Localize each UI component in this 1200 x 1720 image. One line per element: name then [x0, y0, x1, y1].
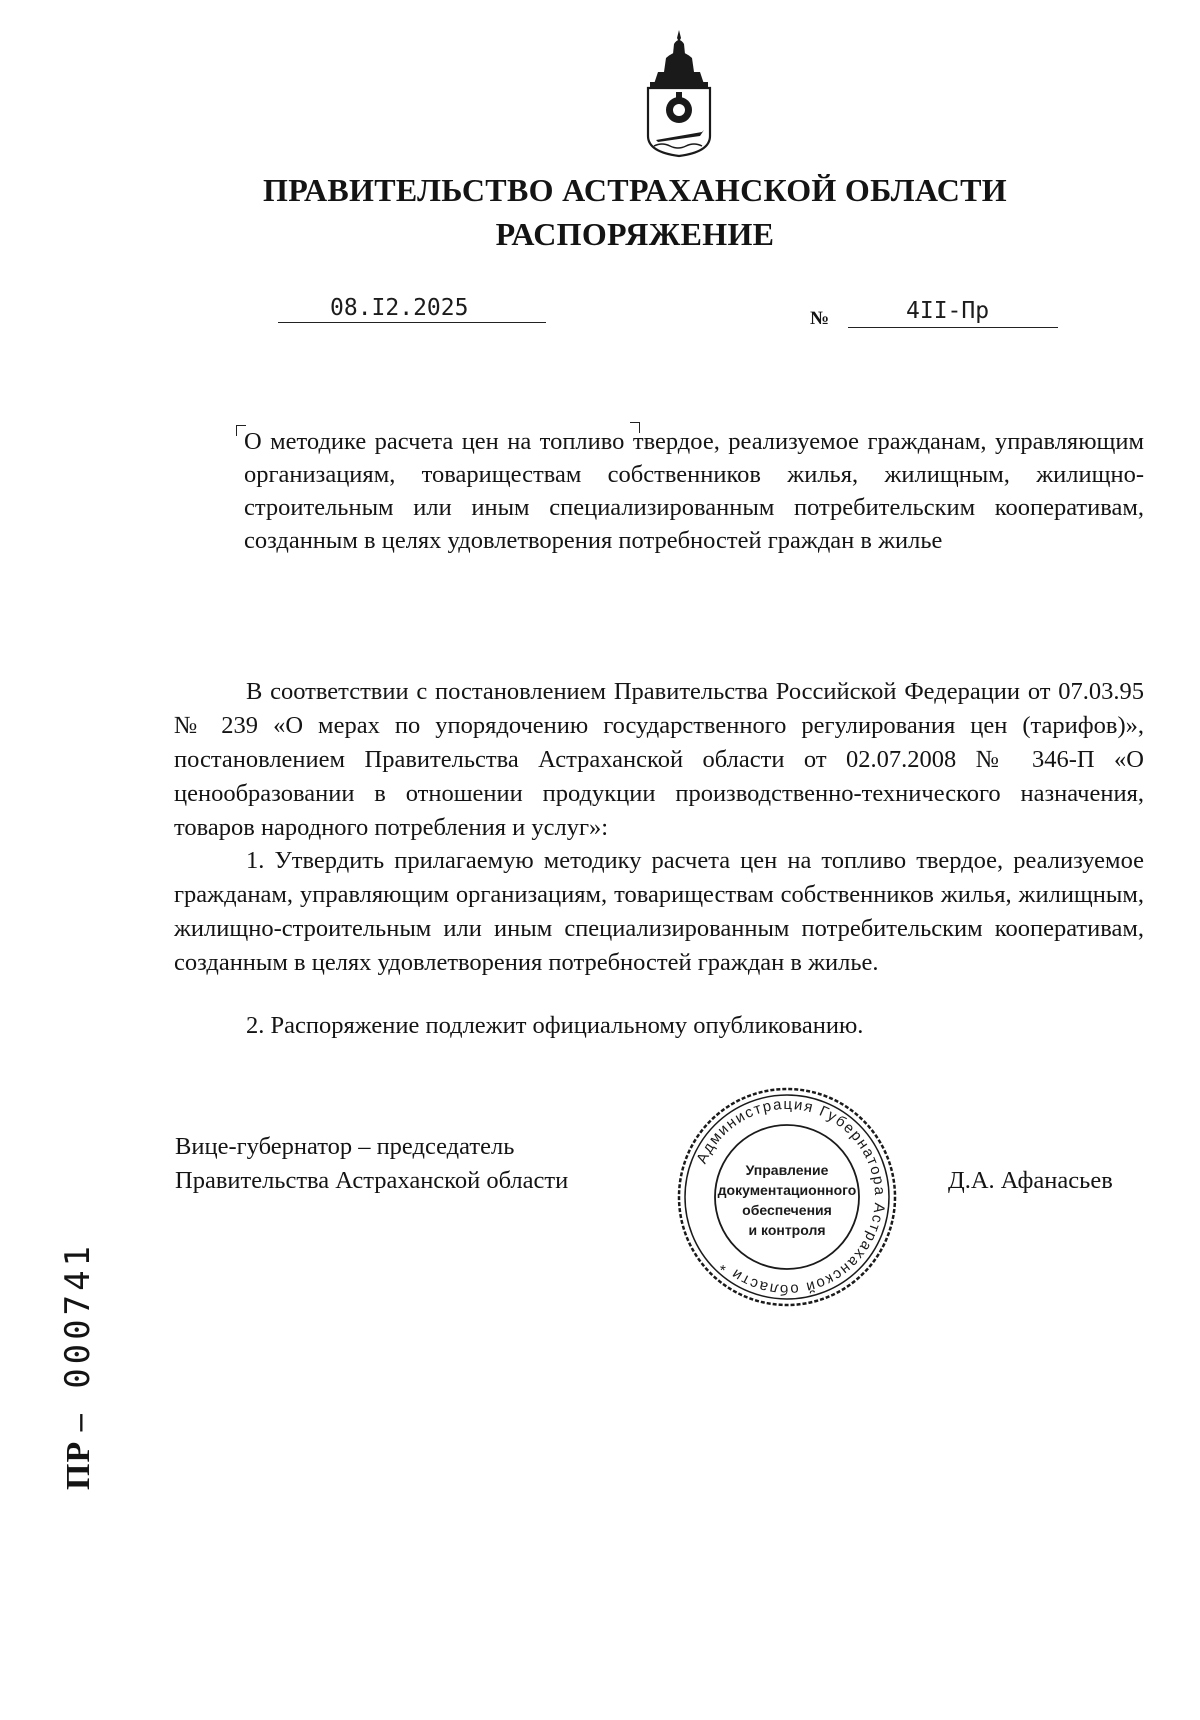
preamble-paragraph: В соответствии с постановлением Правительства Российской Федерации от 07.03.95 № 239 «О мерах по упорядочению государственного регулирования цен (тарифов)», постановлением Правительства Астраханской области от 02.07.2008 № 346-П «О ценообразовании в отношении продукции производственно-технического назначения, товаров народного потребления и услуг»: — [174, 678, 1144, 841]
official-stamp — [675, 1085, 899, 1309]
registration-mark-number: 000741 — [58, 1241, 98, 1389]
stamp-center-line2: документационного — [717, 1182, 857, 1198]
coat-of-arms-emblem — [638, 28, 720, 158]
signatory-position-line2: Правительства Астраханской области — [175, 1167, 569, 1194]
document-type: РАСПОРЯЖЕНИЕ — [495, 216, 775, 252]
number-sign: № — [810, 308, 830, 329]
registration-mark-prefix: ПР – — [60, 1413, 97, 1490]
organization-title: ПРАВИТЕЛЬСТВО АСТРАХАНСКОЙ ОБЛАСТИ — [263, 172, 1007, 208]
stamp-center-line1: Управление — [745, 1162, 829, 1178]
document-date: 08.I2.2025 — [330, 295, 469, 321]
registration-mark — [58, 1210, 98, 1490]
clause-2: 2. Распоряжение подлежит официальному опубликованию. — [246, 1012, 864, 1039]
document-subject: О методике расчета цен на топливо твердое, реализуемое гражданам, управляющим организациям, товариществам собственников жилья, жилищным, жилищно-строительным или иным специализированным потребительским кооперативам, созданным в целях удовлетворения потребностей граждан в жилье — [244, 428, 1144, 554]
date-underline — [278, 322, 546, 323]
stamp-center-line3: обеспечения — [742, 1202, 832, 1218]
clause-1: 1. Утвердить прилагаемую методику расчета цен на топливо твердое, реализуемое гражданам, управляющим организациям, товариществам собственников жилья, жилищным, жилищно-строительным или иным специализированным потребительским кооперативам, созданным в целях удовлетворения потребностей граждан в жилье. — [174, 847, 1144, 976]
stamp-ring-text: Администрация Губернатора Астраханской области * — [693, 1095, 889, 1299]
document-number: 4II-Пр — [906, 298, 990, 324]
signatory-position-line1: Вице-губернатор – председатель — [175, 1133, 515, 1160]
number-underline — [848, 327, 1058, 328]
signatory-name: Д.А. Афанасьев — [948, 1167, 1113, 1194]
stamp-center-line4: и контроля — [748, 1222, 826, 1238]
